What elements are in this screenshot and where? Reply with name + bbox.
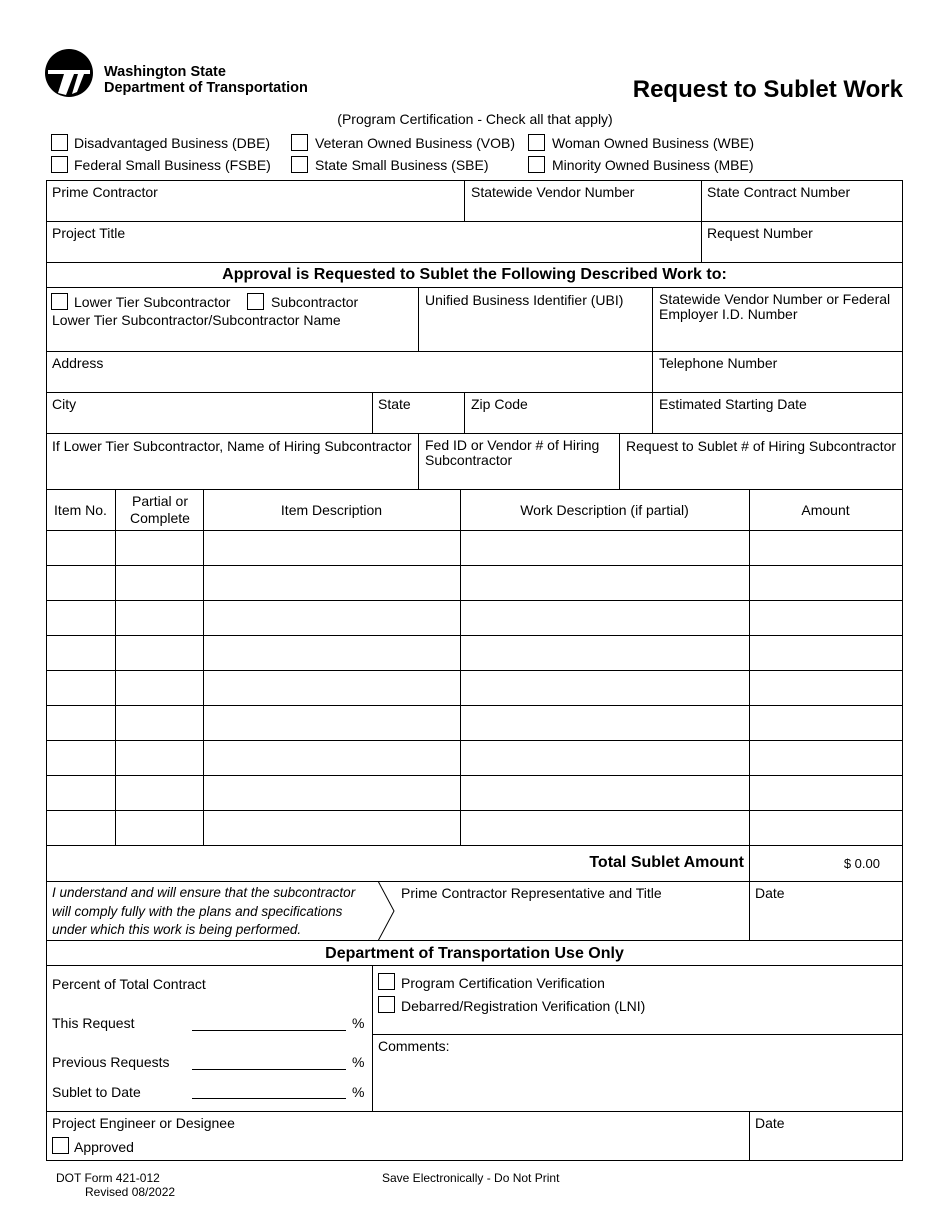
project-title-label: Project Title (52, 225, 126, 241)
fsbe-label: Federal Small Business (FSBE) (74, 157, 271, 173)
previous-requests-input[interactable] (192, 1069, 346, 1070)
sbe-checkbox[interactable] (291, 156, 308, 173)
wbe-label: Woman Owned Business (WBE) (552, 135, 755, 151)
state-label: State (378, 396, 411, 412)
previous-requests-percent: % (352, 1054, 365, 1070)
form-title: Request to Sublet Work (632, 76, 903, 103)
vob-checkbox[interactable] (291, 134, 308, 151)
this-request-label: This Request (52, 1015, 135, 1031)
total-sublet-label: Total Sublet Amount (589, 854, 744, 871)
this-request-percent: % (352, 1015, 365, 1031)
comments-label: Comments: (378, 1038, 450, 1054)
project-title-field[interactable] (46, 222, 701, 262)
lower-tier-subcontractor-checkbox[interactable] (51, 293, 68, 310)
save-note: Save Electronically - Do Not Print (382, 1171, 560, 1185)
approved-checkbox[interactable] (52, 1137, 69, 1154)
prime-rep-title-label: Prime Contractor Representative and Title (401, 885, 662, 901)
hiring-fed-id-label: Fed ID or Vendor # of Hiring Subcontractor (425, 437, 600, 468)
table-row[interactable] (46, 531, 903, 565)
city-label: City (52, 396, 77, 412)
table-row[interactable] (46, 671, 903, 705)
state-contract-number-label: State Contract Number (707, 184, 851, 200)
address-field[interactable] (46, 352, 652, 392)
previous-requests-label: Previous Requests (52, 1054, 170, 1070)
statewide-vendor-number-label: Statewide Vendor Number (471, 184, 635, 200)
table-row[interactable] (46, 776, 903, 810)
telephone-label: Telephone Number (659, 355, 778, 371)
table-row[interactable] (46, 566, 903, 600)
sublet-to-date-percent: % (352, 1084, 365, 1100)
vob-label: Veteran Owned Business (VOB) (315, 135, 515, 151)
engineer-date-label: Date (755, 1115, 785, 1131)
sublet-to-date-label: Sublet to Date (52, 1084, 141, 1100)
col-header-work-description: Work Description (if partial) (520, 502, 689, 518)
subcontractor-label: Subcontractor (271, 294, 359, 310)
city-field[interactable] (46, 393, 372, 433)
approved-label: Approved (74, 1139, 134, 1155)
request-number-label: Request Number (707, 225, 813, 241)
sbe-label: State Small Business (SBE) (315, 157, 489, 173)
table-row[interactable] (46, 601, 903, 635)
approval-heading: Approval is Requested to Sublet the Following Described Work to: (222, 266, 727, 283)
agency-name-line2: Department of Transportation (104, 80, 308, 96)
col-header-amount: Amount (801, 502, 850, 518)
agreement-date-label: Date (755, 885, 785, 901)
table-row[interactable] (46, 811, 903, 845)
lower-tier-subcontractor-label: Lower Tier Subcontractor (74, 294, 231, 310)
dbe-checkbox[interactable] (51, 134, 68, 151)
chevron-right-icon (376, 881, 396, 941)
wsdot-logo (44, 48, 94, 98)
program-cert-verification-checkbox[interactable] (378, 973, 395, 990)
address-label: Address (52, 355, 104, 371)
project-engineer-label: Project Engineer or Designee (52, 1115, 235, 1131)
form-number: DOT Form 421-012 (56, 1171, 160, 1185)
comments-field[interactable] (373, 1035, 902, 1111)
program-cert-verification-label: Program Certification Verification (401, 975, 605, 991)
table-row[interactable] (46, 706, 903, 740)
dbe-label: Disadvantaged Business (DBE) (74, 135, 271, 151)
hiring-sub-name-label: If Lower Tier Subcontractor, Name of Hiring Subcontractor (52, 438, 412, 454)
dot-use-heading: Department of Transportation Use Only (325, 945, 624, 962)
total-sublet-amount[interactable]: $ 0.00 (843, 856, 880, 871)
mbe-label: Minority Owned Business (MBE) (552, 157, 754, 173)
wbe-checkbox[interactable] (528, 134, 545, 151)
sublet-to-date-input[interactable] (192, 1098, 346, 1099)
fsbe-checkbox[interactable] (51, 156, 68, 173)
debarred-verification-checkbox[interactable] (378, 996, 395, 1013)
col-header-item-description: Item Description (280, 502, 383, 518)
col-header-item-no: Item No. (54, 502, 107, 518)
ubi-label: Unified Business Identifier (UBI) (425, 292, 624, 308)
subcontractor-name-label: Lower Tier Subcontractor/Subcontractor Name (52, 312, 341, 328)
percent-total-contract-label: Percent of Total Contract (52, 976, 206, 992)
col-header-partial-complete: Partial or Complete (130, 493, 190, 526)
mbe-checkbox[interactable] (528, 156, 545, 173)
debarred-verification-label: Debarred/Registration Verification (LNI) (401, 998, 646, 1014)
this-request-input[interactable] (192, 1030, 346, 1031)
prime-contractor-label: Prime Contractor (52, 184, 158, 200)
revised-date: Revised 08/2022 (85, 1185, 176, 1199)
wsdot-logo-icon (44, 48, 94, 98)
vendor-or-fein-label: Statewide Vendor Number or Federal Employer I.D. Number (659, 291, 891, 322)
program-certification-note: (Program Certification - Check all that apply) (337, 111, 613, 127)
subcontractor-checkbox[interactable] (247, 293, 264, 310)
hiring-request-label: Request to Sublet # of Hiring Subcontractor (626, 438, 897, 454)
agency-name-line1: Washington State (104, 64, 226, 80)
agreement-statement: I understand and will ensure that the subcontractor will comply fully with the plans and specifications under which this work is being performed. (52, 885, 356, 937)
table-row[interactable] (46, 636, 903, 670)
zip-label: Zip Code (471, 396, 528, 412)
table-row[interactable] (46, 741, 903, 775)
start-date-label: Estimated Starting Date (659, 396, 807, 412)
